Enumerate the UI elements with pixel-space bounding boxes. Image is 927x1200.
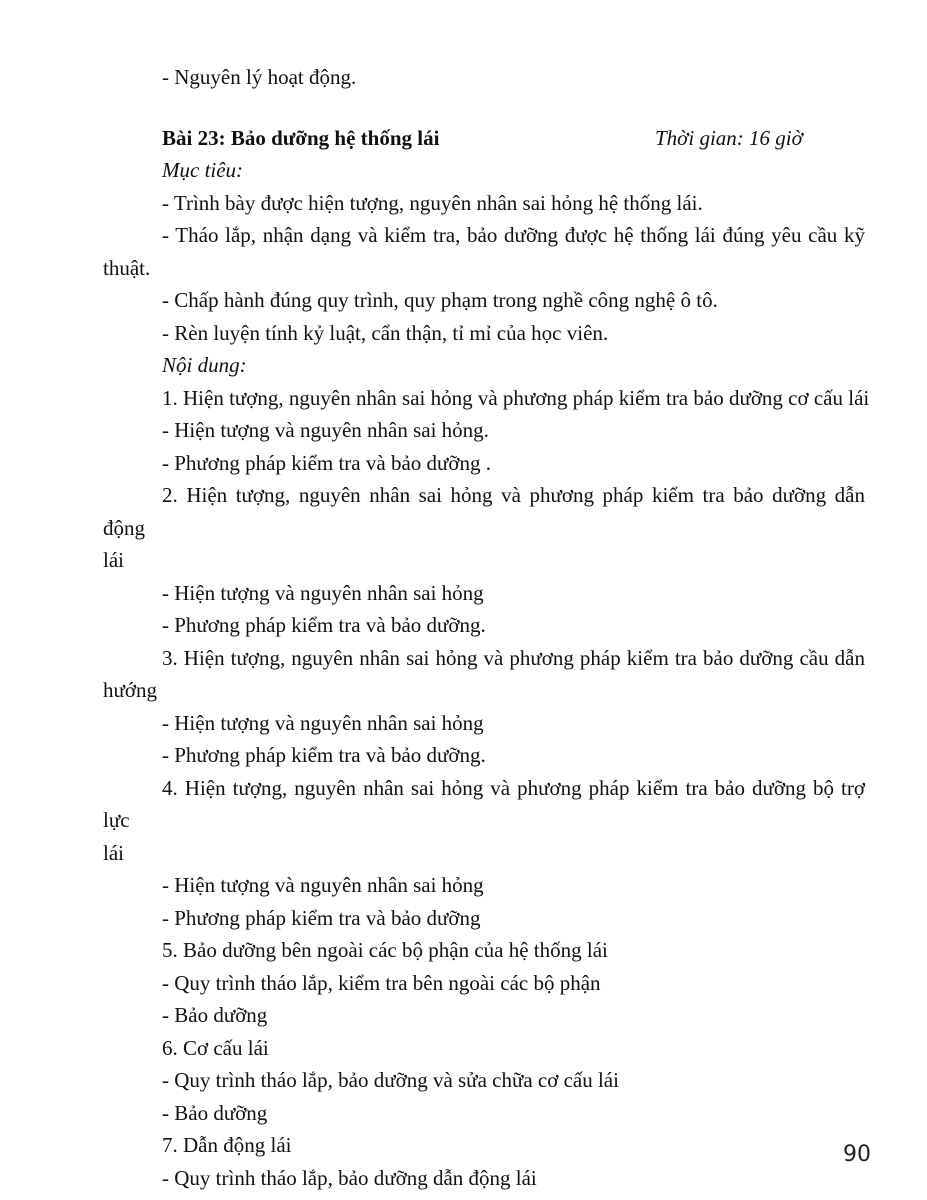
lesson-title: Bài 23: Bảo dưỡng hệ thống lái bbox=[162, 125, 440, 150]
content-subitem: - Bảo dưỡng bbox=[162, 1100, 268, 1125]
content-item-2-line1: 2. Hiện tượng, nguyên nhân sai hỏng và phương pháp kiểm tra bảo dưỡng dẫn động bbox=[103, 483, 865, 540]
content-item-3-line2: hướng bbox=[103, 678, 157, 702]
content-item-3-line1: 3. Hiện tượng, nguyên nhân sai hỏng và phương pháp kiểm tra bảo dưỡng cầu dẫn bbox=[162, 645, 865, 670]
objective-item: - Chấp hành đúng quy trình, quy phạm trong nghề công nghệ ô tô. bbox=[162, 288, 718, 312]
content-item-6: 6. Cơ cấu lái bbox=[162, 1035, 269, 1060]
content-subitem: - Phương pháp kiểm tra và bảo dưỡng bbox=[162, 905, 481, 930]
content-heading: Nội dung: bbox=[162, 353, 247, 377]
content-subitem: - Phương pháp kiểm tra và bảo dưỡng. bbox=[162, 743, 486, 767]
content-subitem: - Quy trình tháo lắp, bảo dưỡng dẫn động lái bbox=[162, 1165, 537, 1190]
content-item-5: 5. Bảo dưỡng bên ngoài các bộ phận của hệ thống lái bbox=[162, 938, 608, 962]
objective-item-line1: - Tháo lắp, nhận dạng và kiểm tra, bảo dưỡng được hệ thống lái đúng yêu cầu kỹ bbox=[162, 223, 865, 247]
lesson-title-row bbox=[103, 122, 865, 155]
content-item-1: 1. Hiện tượng, nguyên nhân sai hỏng và phương pháp kiểm tra bảo dưỡng cơ cấu lái bbox=[162, 385, 870, 410]
content-subitem: - Quy trình tháo lắp, kiểm tra bên ngoài các bộ phận bbox=[162, 970, 601, 995]
content-subitem: - Hiện tượng và nguyên nhân sai hỏng bbox=[162, 873, 484, 897]
content-subitem: - Hiện tượng và nguyên nhân sai hỏng bbox=[162, 710, 484, 735]
objective-item: - Rèn luyện tính kỷ luật, cẩn thận, tỉ mỉ của học viên. bbox=[162, 320, 609, 345]
content-item-2-line2: lái bbox=[103, 548, 124, 572]
objective-item-line2: thuật. bbox=[103, 255, 151, 280]
content-item-4-line1: 4. Hiện tượng, nguyên nhân sai hỏng và phương pháp kiểm tra bảo dưỡng bộ trợ lực bbox=[103, 775, 865, 832]
content-item-7: 7. Dẫn động lái bbox=[162, 1133, 292, 1157]
content-item-4-line2: lái bbox=[103, 840, 124, 865]
content-subitem: - Bảo dưỡng bbox=[162, 1003, 268, 1027]
content-subitem: - Hiện tượng và nguyên nhân sai hỏng. bbox=[162, 418, 489, 442]
content-subitem: - Hiện tượng và nguyên nhân sai hỏng bbox=[162, 580, 484, 605]
objective-item: - Trình bày được hiện tượng, nguyên nhân sai hỏng hệ thống lái. bbox=[162, 190, 703, 215]
objectives-heading: Mục tiêu: bbox=[162, 158, 244, 182]
lesson-duration: Thời gian: 16 giờ bbox=[655, 125, 803, 150]
content-subitem: - Phương pháp kiểm tra và bảo dưỡng . bbox=[162, 450, 491, 475]
prev-section-line: - Nguyên lý hoạt động. bbox=[162, 65, 357, 89]
content-subitem: - Phương pháp kiểm tra và bảo dưỡng. bbox=[162, 613, 486, 637]
content-subitem: - Quy trình tháo lắp, bảo dưỡng và sửa chữa cơ cấu lái bbox=[162, 1068, 619, 1092]
blank-line bbox=[103, 94, 865, 122]
page-number: 90 bbox=[843, 1142, 871, 1167]
